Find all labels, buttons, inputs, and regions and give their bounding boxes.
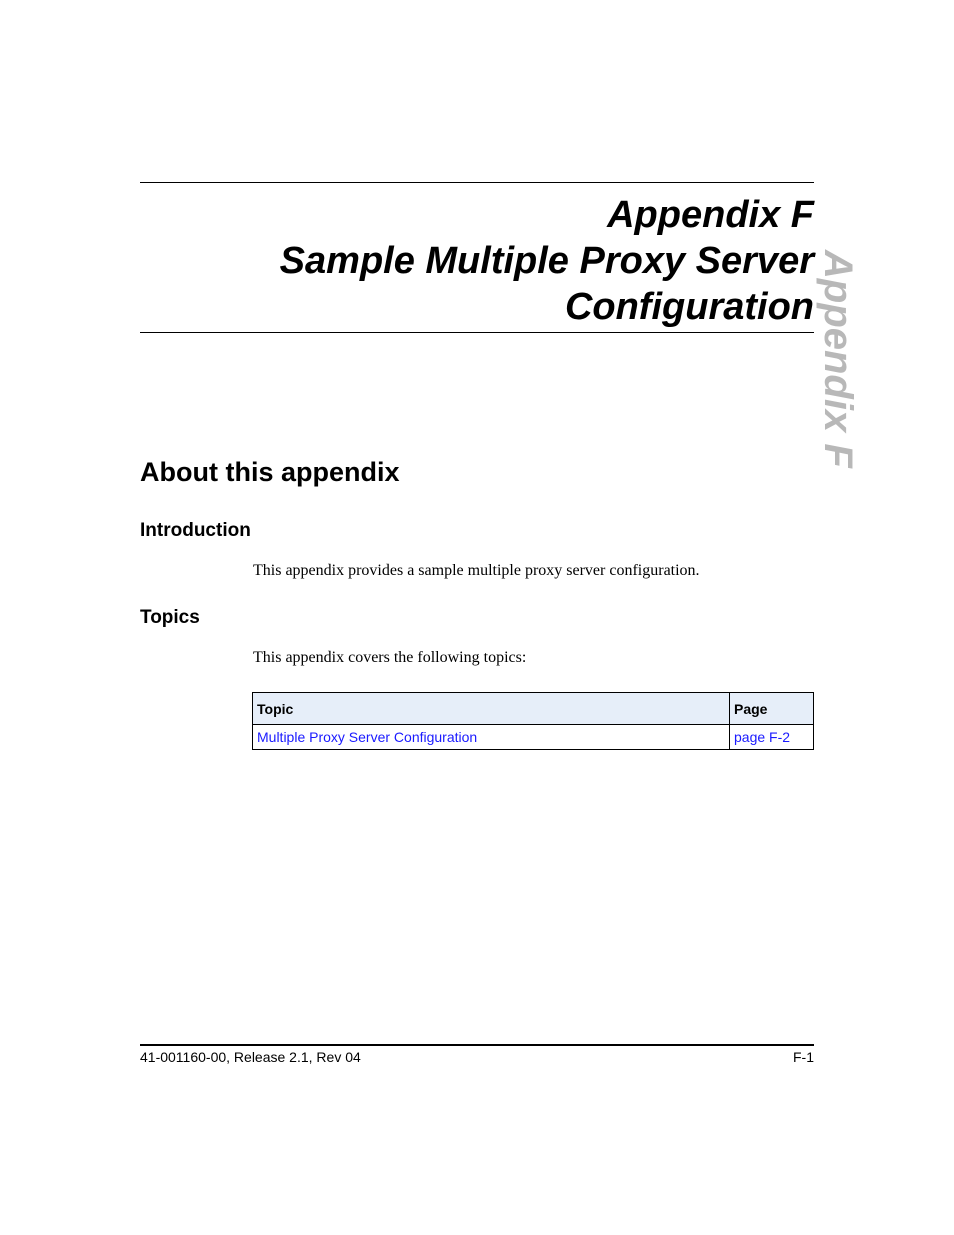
footer-page-number: F-1	[793, 1049, 814, 1065]
side-tab-label: Appendix F	[816, 250, 860, 468]
title-line-1: Appendix F	[607, 194, 814, 236]
footer-rule	[140, 1044, 814, 1046]
topics-table	[252, 692, 814, 750]
topics-text: This appendix covers the following topics:	[253, 649, 527, 666]
title-line-2: Sample Multiple Proxy Server	[279, 240, 814, 282]
table-header-row	[253, 693, 814, 725]
footer-document-id: 41-001160-00, Release 2.1, Rev 04	[140, 1049, 361, 1065]
column-header-page: Page	[730, 693, 814, 725]
page-link[interactable]: page F-2	[730, 725, 814, 750]
title-line-3: Configuration	[564, 286, 814, 328]
introduction-heading: Introduction	[140, 520, 251, 541]
topic-link[interactable]: Multiple Proxy Server Configuration	[253, 725, 730, 750]
title-bottom-rule	[140, 332, 814, 333]
appendix-title	[140, 192, 814, 330]
table-row	[253, 725, 814, 750]
topics-heading: Topics	[140, 607, 200, 628]
section-heading: About this appendix	[140, 457, 400, 487]
top-rule	[140, 182, 814, 183]
column-header-topic: Topic	[253, 693, 730, 725]
introduction-text: This appendix provides a sample multiple proxy server configuration.	[253, 562, 700, 579]
